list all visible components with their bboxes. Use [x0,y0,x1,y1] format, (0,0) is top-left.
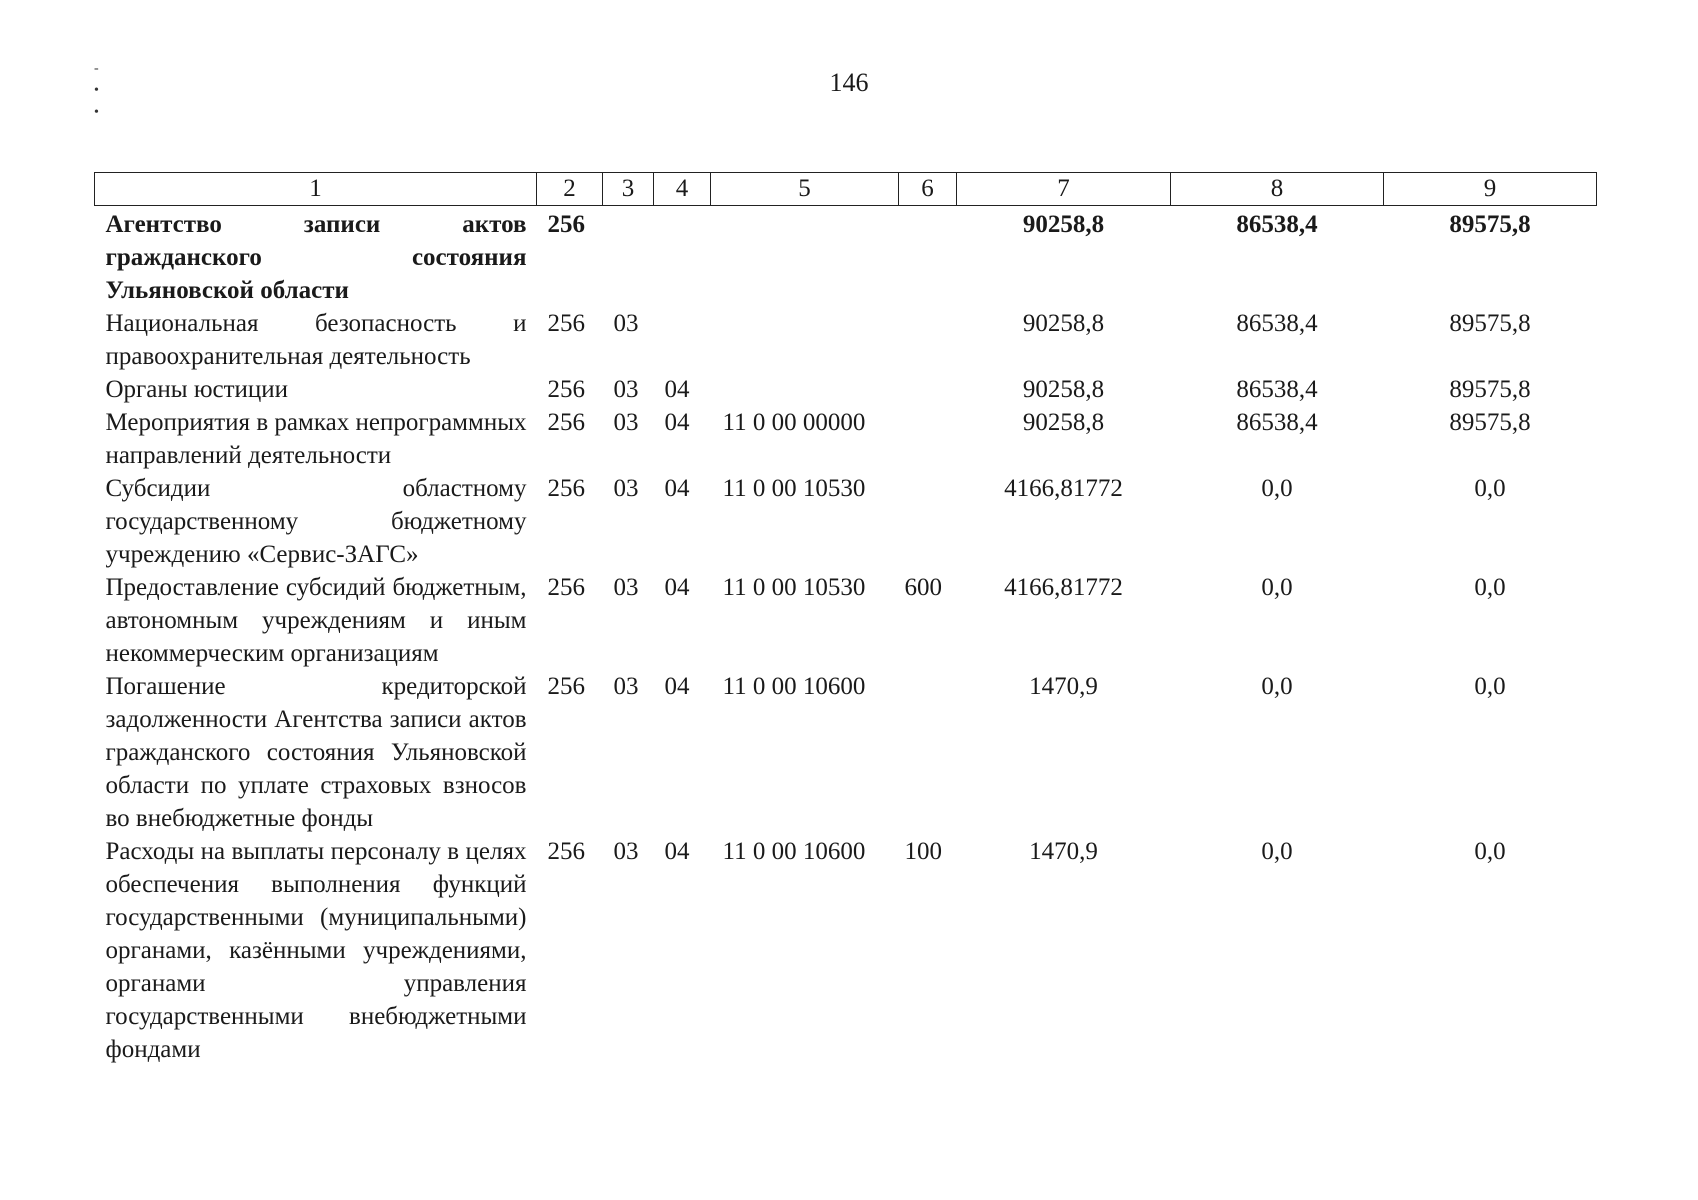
row-code-section: 03 [613,409,639,436]
column-header: 2 [537,173,603,206]
header-row [95,173,1597,206]
row-amount-col8: 86538,4 [1236,310,1318,337]
margin-mark: • [94,83,99,98]
row-code-subsection: 04 [664,475,690,502]
row-code-expense [899,206,957,308]
row-amount-col8: 0,0 [1261,838,1293,865]
table-row [95,571,1597,670]
table-row [95,307,1597,373]
row-code-section: 03 [613,838,639,865]
budget-table [94,172,1597,1066]
row-amount-col7: 1470,9 [1029,838,1098,865]
row-code-subsection: 04 [664,673,690,700]
row-amount-col9: 89575,8 [1449,376,1531,403]
table-row [95,206,1597,308]
row-code-section [603,206,654,308]
row-code-expense: 100 [904,838,942,865]
row-name: Погашение кредиторской задолженности Агентства записи актов гражданского состояния Ульяновской области по уплате страховых взносов во внебюджетные фонды [105,673,527,832]
column-header: 7 [957,173,1171,206]
row-name: Органы юстиции [105,376,289,403]
page-number: 146 [829,68,869,97]
row-name: Предоставление субсидий бюджетным, автономным учреждениям и иным некоммерческим организациям [105,574,527,667]
row-amount-col8: 86538,4 [1236,376,1318,403]
row-amount-col8: 86538,4 [1236,409,1318,436]
row-name: Субсидии областному государственному бюджетному учреждению «Сервис-ЗАГС» [105,475,527,568]
row-amount-col9: 0,0 [1474,574,1506,601]
row-code-admin: 256 [547,838,585,865]
row-code-subsection: 04 [664,574,690,601]
row-code-expense [899,472,957,571]
row-amount-col8: 0,0 [1261,574,1293,601]
row-code-admin: 256 [547,409,585,436]
column-header: 3 [603,173,654,206]
row-code-expense [899,670,957,835]
row-code-subsection [654,307,711,373]
row-code-expense [899,406,957,472]
row-name: Мероприятия в рамках непрограммных направлений деятельности [105,409,527,469]
margin-mark: • [94,105,99,120]
row-amount-col8: 0,0 [1261,475,1293,502]
row-code-target [711,206,899,308]
row-name: Расходы на выплаты персоналу в целях обеспечения выполнения функций государственными (муниципальными) органами, казёнными учреждениями, органами управления государственными внебюджетными фондами [105,838,527,1063]
table-row [95,835,1597,1066]
row-code-admin: 256 [547,310,585,337]
column-header: 1 [95,173,537,206]
row-code-admin: 256 [547,574,585,601]
row-amount-col9: 89575,8 [1449,310,1531,337]
column-header: 4 [654,173,711,206]
row-code-section: 03 [613,310,639,337]
row-amount-col7: 90258,8 [1022,211,1105,238]
row-code-section: 03 [613,673,639,700]
row-amount-col9: 0,0 [1474,673,1506,700]
row-amount-col7: 4166,81772 [1004,574,1123,601]
row-code-expense [899,373,957,406]
table-row [95,373,1597,406]
table-body [95,206,1597,1067]
row-code-target [711,373,899,406]
row-code-target: 11 0 00 00000 [722,409,866,436]
row-code-section: 03 [613,376,639,403]
row-code-section: 03 [613,574,639,601]
row-code-admin: 256 [547,211,585,238]
row-amount-col7: 4166,81772 [1004,475,1123,502]
row-name: Национальная безопасность и правоохранительная деятельность [105,310,527,370]
column-header: 9 [1384,173,1597,206]
row-code-subsection: 04 [664,838,690,865]
row-amount-col7: 1470,9 [1029,673,1098,700]
margin-mark: - [94,61,99,76]
row-code-subsection [654,206,711,308]
row-code-target: 11 0 00 10600 [722,838,866,865]
row-amount-col7: 90258,8 [1022,409,1105,436]
column-header: 8 [1171,173,1384,206]
table-row [95,472,1597,571]
row-code-section: 03 [613,475,639,502]
row-code-target: 11 0 00 10530 [722,574,866,601]
row-code-expense: 600 [904,574,942,601]
row-amount-col8: 0,0 [1261,673,1293,700]
column-header: 6 [899,173,957,206]
row-code-expense [899,307,957,373]
row-name: Агентство записи актов гражданского состояния Ульяновской области [105,211,527,304]
table-row [95,406,1597,472]
row-code-admin: 256 [547,376,585,403]
row-amount-col8: 86538,4 [1236,211,1318,238]
table-row [95,670,1597,835]
margin-marks [94,58,99,124]
row-code-subsection: 04 [664,409,690,436]
row-code-target [711,307,899,373]
row-amount-col7: 90258,8 [1022,376,1105,403]
row-amount-col9: 0,0 [1474,838,1506,865]
row-amount-col7: 90258,8 [1022,310,1105,337]
row-code-target: 11 0 00 10600 [722,673,866,700]
row-code-subsection: 04 [664,376,690,403]
row-amount-col9: 0,0 [1474,475,1506,502]
row-code-admin: 256 [547,475,585,502]
row-code-target: 11 0 00 10530 [722,475,866,502]
row-code-admin: 256 [547,673,585,700]
column-header: 5 [711,173,899,206]
row-amount-col9: 89575,8 [1449,211,1531,238]
row-amount-col9: 89575,8 [1449,409,1531,436]
